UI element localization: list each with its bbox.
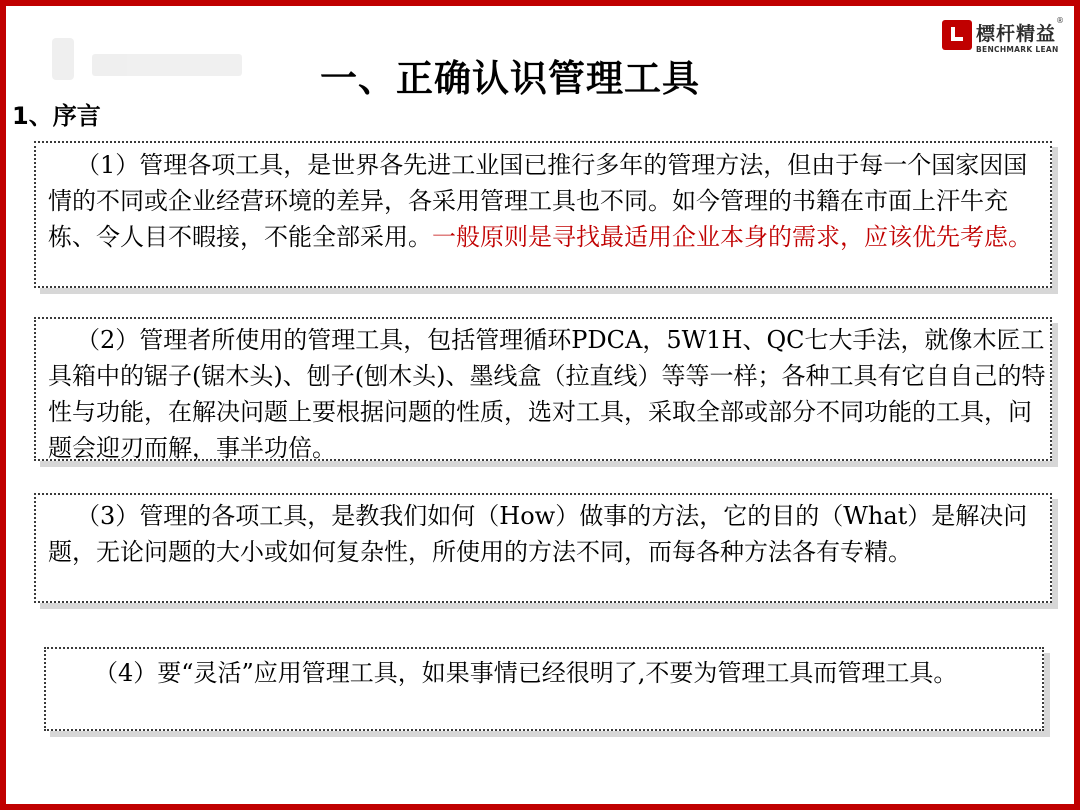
paragraph-2: （2）管理者所使用的管理工具，包括管理循环PDCA，5W1H、QC七大手法，就像木匠工具箱中的锯子(锯木头)、刨子(刨木头)、墨线盒（拉直线）等等一样；各种工具有它自自己的特性与功能，在解决问题上要根据问题的性质，选对工具，采取全部或部分不同功能的工具，问题会迎刃而解，事半功倍。 bbox=[48, 326, 1046, 462]
paragraph-1-text: （1）管理各项工具，是世界各先进工业国已推行多年的管理方法，但由于每一个国家因国情的不同或企业经营环境的差异，各采用管理工具也不同。如今管理的书籍在市面上汗牛充栋、令人目不暇接，不能全部采用。 bbox=[48, 151, 1028, 251]
section-label: 1、序言 bbox=[12, 102, 101, 130]
paragraph-box-3 bbox=[34, 493, 1052, 603]
paragraph-box-1 bbox=[34, 141, 1052, 288]
paragraph-4: （4）要“灵活”应用管理工具，如果事情已经很明了,不要为管理工具而管理工具。 bbox=[94, 659, 958, 687]
paragraph-box-2 bbox=[34, 317, 1052, 461]
logo-registered-mark: ® bbox=[1056, 16, 1064, 25]
logo-cn-text: 標杆精益 bbox=[976, 23, 1057, 45]
logo-mark-icon bbox=[942, 20, 972, 50]
paragraph-3: （3）管理的各项工具，是教我们如何（How）做事的方法，它的目的（What）是解决问题，无论问题的大小或如何复杂性，所使用的方法不同，而每各种方法各有专精。 bbox=[48, 502, 1028, 566]
logo-en-text: BENCHMARK LEAN bbox=[976, 45, 1059, 54]
page-title: 一、正确认识管理工具 bbox=[320, 57, 700, 100]
paragraph-1-highlight: 一般原则是寻找最适用企业本身的需求，应该优先考虑。 bbox=[432, 223, 1032, 251]
paragraph-box-4 bbox=[44, 647, 1044, 731]
paragraph-1 bbox=[48, 147, 1050, 255]
